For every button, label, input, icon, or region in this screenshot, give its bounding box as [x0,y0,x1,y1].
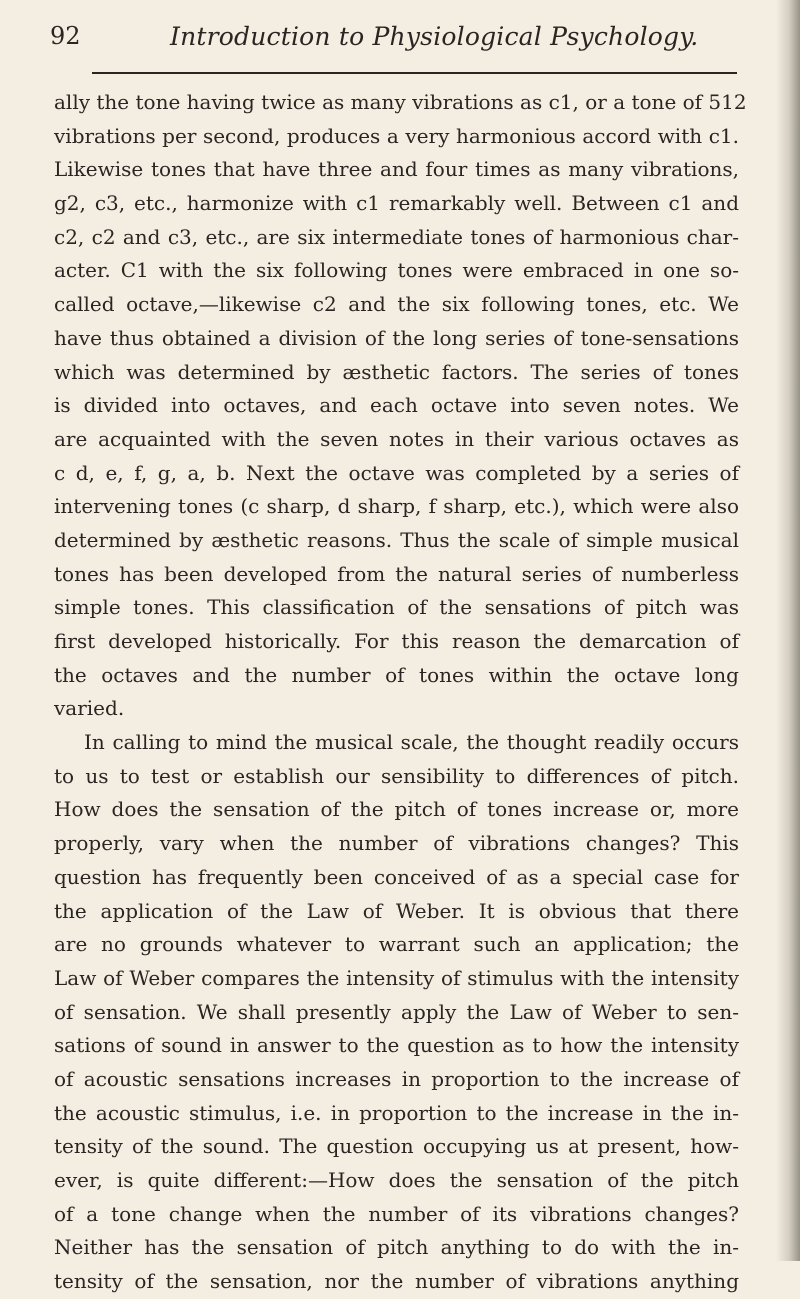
body-text [54,86,747,1299]
text-line: which was determined by æsthetic factors. The series of tones [54,359,739,384]
text-line: called octave,—likewise c2 and the six following tones, etc. We [54,292,739,317]
text-line: of sensation. We shall presently apply the Law of Weber to sen- [54,999,739,1024]
page-edge-shadow [776,0,800,1261]
text-line: Likewise tones that have three and four times as many vibrations, [54,157,739,182]
text-line: acter. C1 with the six following tones were embraced in one so- [54,258,739,283]
page-number: 92 [50,22,81,50]
paragraph-end-line: varied. [54,696,125,721]
text-line: simple tones. This classification of the sensations of pitch was [54,595,739,620]
text-line: tones has been developed from the natural series of numberless [54,561,739,586]
text-line: the acoustic stimulus, i.e. in proportion to the increase in the in- [54,1100,739,1125]
running-title: Introduction to Physiological Psychology. [170,22,699,51]
text-line: intervening tones (c sharp, d sharp, f sharp, etc.), which were also [54,494,739,519]
text-line: ally the tone having twice as many vibrations as c1, or a tone of 512 [54,90,747,114]
text-line: the application of the Law of Weber. It is obvious that there [54,898,739,923]
header-rule [92,72,737,74]
text-line: ever, is quite different:—How does the sensation of the pitch [54,1168,739,1192]
text-line: have thus obtained a division of the long series of tone-sensations [54,325,739,350]
text-line: tensity of the sensation, nor the number of vibrations anything [54,1269,739,1294]
text-line: c d, e, f, g, a, b. Next the octave was completed by a series of [54,460,739,485]
text-line: of a tone change when the number of its vibrations changes? [54,1201,739,1226]
paragraph-start-line: In calling to mind the musical scale, the thought readily occurs [84,730,739,755]
text-line: properly, vary when the number of vibrations changes? This [54,831,739,856]
text-line: How does the sensation of the pitch of tones increase or, more [54,797,739,822]
text-line: tensity of the sound. The question occupying us at present, how- [54,1134,739,1159]
text-line: first developed historically. For this reason the demarcation of [54,629,739,653]
text-line: of acoustic sensations increases in proportion to the increase of [54,1066,739,1091]
text-line: g2, c3, etc., harmonize with c1 remarkably well. Between c1 and [54,191,739,216]
text-line: determined by æsthetic reasons. Thus the scale of simple musical [54,527,739,552]
text-line: c2, c2 and c3, etc., are six intermediate tones of harmonious char- [54,224,739,249]
text-line: to us to test or establish our sensibility to differences of pitch. [54,763,739,788]
text-line: sations of sound in answer to the question as to how the intensity [54,1033,739,1058]
page-header [50,22,740,62]
text-line: is divided into octaves, and each octave into seven notes. We [54,393,739,418]
text-line: the octaves and the number of tones within the octave long [54,662,739,687]
text-line: are acquainted with the seven notes in their various octaves as [54,426,739,451]
text-line: vibrations per second, produces a very harmonious accord with c1. [54,123,739,148]
text-line: are no grounds whatever to warrant such an application; the [54,932,739,957]
text-line: question has frequently been conceived of as a special case for [54,864,739,889]
text-line: Neither has the sensation of pitch anything to do with the in- [54,1235,739,1260]
text-line: Law of Weber compares the intensity of stimulus with the intensity [54,965,739,990]
